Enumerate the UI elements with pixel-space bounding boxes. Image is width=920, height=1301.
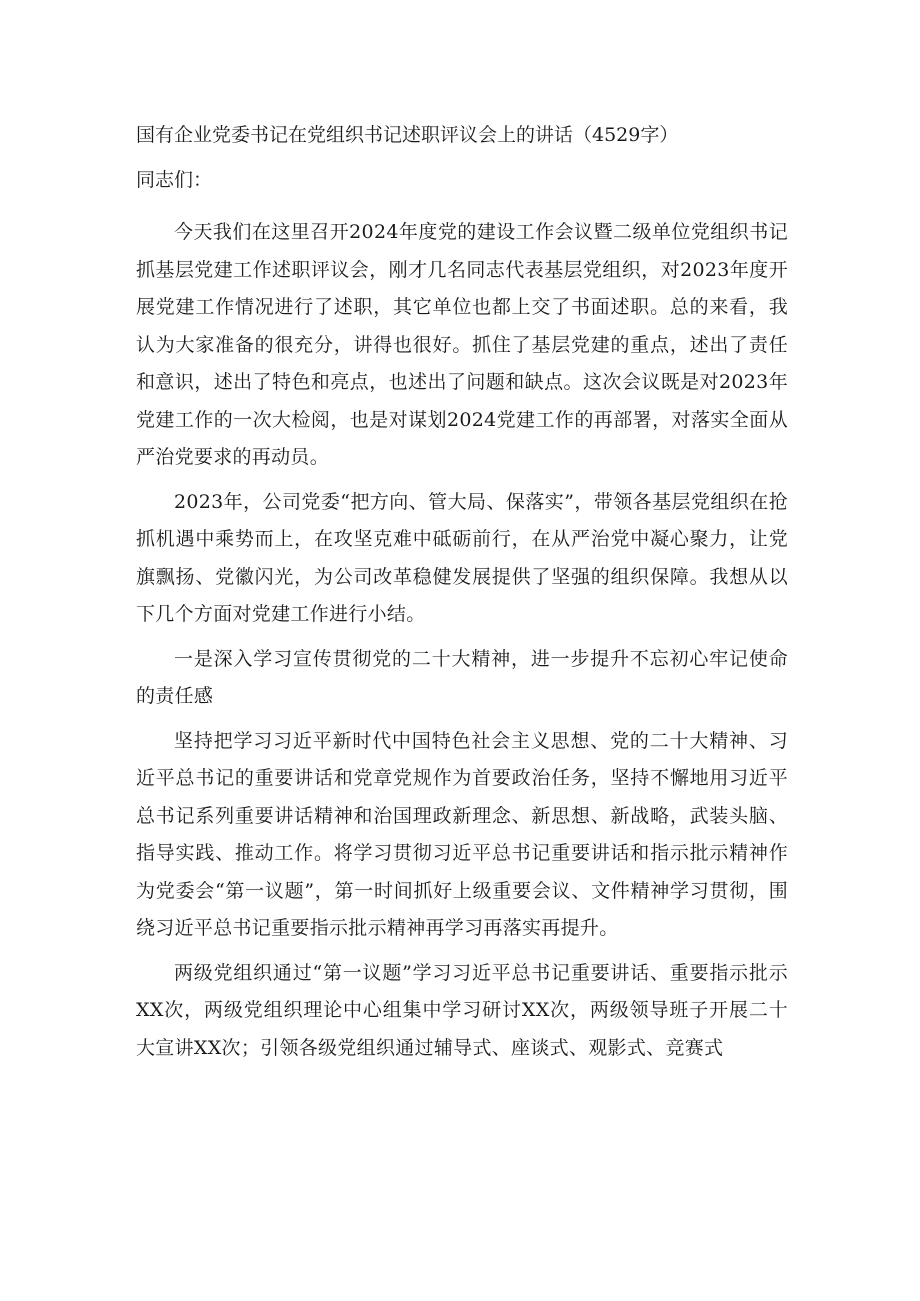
document-title: 国有企业党委书记在党组织书记述职评议会上的讲话（4529字） — [136, 124, 679, 146]
paragraph-summary-2023: 2023年，公司党委“把方向、管大局、保落实”，带领各基层党组织在抢抓机遇中乘势而上，在攻坚克难中砥砺前行，在从严治党中凝心聚力，让党旗飘扬、党徽闪光，为公司改革稳健发展提供了坚强的组织保障。我想从以下几个方面对党建工作进行小结。 — [136, 490, 788, 625]
section-heading-one: 一是深入学习宣传贯彻党的二十大精神，进一步提升不忘初心牢记使命的责任感 — [136, 647, 788, 707]
document-body — [136, 214, 788, 1067]
paragraph-study-theory: 坚持把学习习近平新时代中国特色社会主义思想、党的二十大精神、习近平总书记的重要讲话和党章党规作为首要政治任务，坚持不懈地用习近平总书记系列重要讲话精神和治国理政新理念、新思想、新战略，武装头脑、指导实践、推动工作。将学习贯彻习近平总书记重要讲话和指示批示精神作为党委会“第一议题”，第一时间抓好上级重要会议、文件精神学习贯彻，围绕习近平总书记重要指示批示精神再学习再落实再提升。 — [136, 729, 788, 939]
salutation: 同志们： — [136, 169, 213, 191]
paragraph-opening: 今天我们在这里召开2024年度党的建设工作会议暨二级单位党组织书记抓基层党建工作述职评议会，刚才几名同志代表基层党组织，对2023年度开展党建工作情况进行了述职，其它单位也都上交了书面述职。总的来看，我认为大家准备的很充分，讲得也很好。抓住了基层党建的重点，述出了责任和意识，述出了特色和亮点，也述出了问题和缺点。这次会议既是对2023年党建工作的一次大检阅，也是对谋划2024党建工作的再部署，对落实全面从严治党要求的再动员。 — [136, 221, 788, 468]
paragraph-study-statistics: 两级党组织通过“第一议题”学习习近平总书记重要讲话、重要指示批示XX次，两级党组织理论中心组集中学习研讨XX次，两级领导班子开展二十大宣讲XX次；引领各级党组织通过辅导式、座谈式、观影式、竞赛式 — [136, 961, 788, 1059]
